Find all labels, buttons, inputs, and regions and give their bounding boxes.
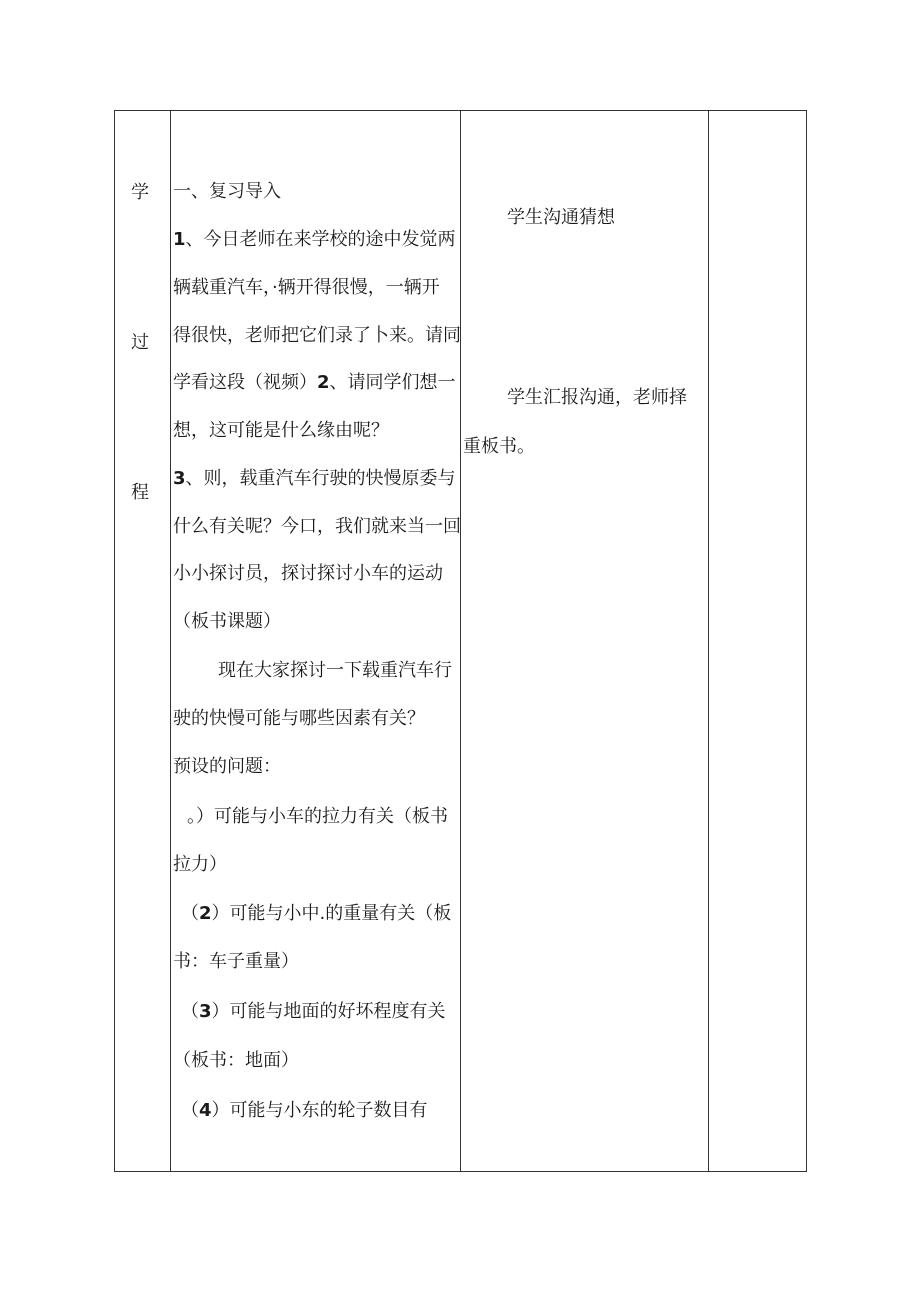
teacher-activity-cell: [171, 111, 460, 1171]
section-label-char: 过: [131, 332, 149, 353]
text-line: 学看这段（视频）2、请同学们想一: [173, 372, 456, 393]
text-line: 什么有关呢？今口，我们就来当一回: [173, 516, 461, 537]
text-line: 学生汇报沟通，老师择: [507, 387, 687, 408]
text-line: 重板书。: [463, 436, 535, 457]
section-label-char: 学: [131, 182, 149, 203]
lesson-table: [114, 110, 807, 1172]
text-line: 小小探讨员，探讨探讨小车的运动: [173, 563, 443, 584]
text-line: 想，这可能是什么缘由呢？: [173, 420, 389, 441]
text-line: 驶的快慢可能与哪些因素有关？: [173, 708, 425, 729]
text-line: 一、复习导入: [173, 181, 281, 202]
section-label-char: 程: [131, 482, 149, 503]
text-line: 得很快，老师把它们录了卜来。请同: [173, 325, 461, 346]
text-line: 。）可能与小车的拉力有关（板书: [187, 806, 448, 827]
text-line: 拉力）: [173, 854, 227, 875]
notes-cell: [709, 111, 806, 1171]
text-line: （板书课题）: [173, 611, 281, 632]
text-line: 学生沟通猜想: [507, 207, 615, 228]
text-line: （3）可能与地面的好坏程度有关: [181, 1001, 446, 1022]
text-line: （4）可能与小东的轮子数目有: [181, 1100, 428, 1121]
text-line: 预设的问题：: [173, 756, 281, 777]
text-line: 现在大家探讨一下载重汽车行: [218, 660, 452, 681]
text-line: （2）可能与小中.的重量有关（板: [181, 903, 452, 924]
text-line: 辆载重汽车，·辆开得很慢，一辆开: [173, 277, 440, 298]
student-activity-cell: [461, 111, 708, 1171]
text-line: 1、今日老师在来学校的途中发觉两: [173, 229, 456, 250]
text-line: （板书：地面）: [173, 1050, 299, 1071]
text-line: 书：车子重量）: [173, 951, 299, 972]
text-line: 3、则，载重汽车行驶的快慢原委与: [173, 468, 456, 489]
section-label-cell: [115, 111, 170, 1171]
